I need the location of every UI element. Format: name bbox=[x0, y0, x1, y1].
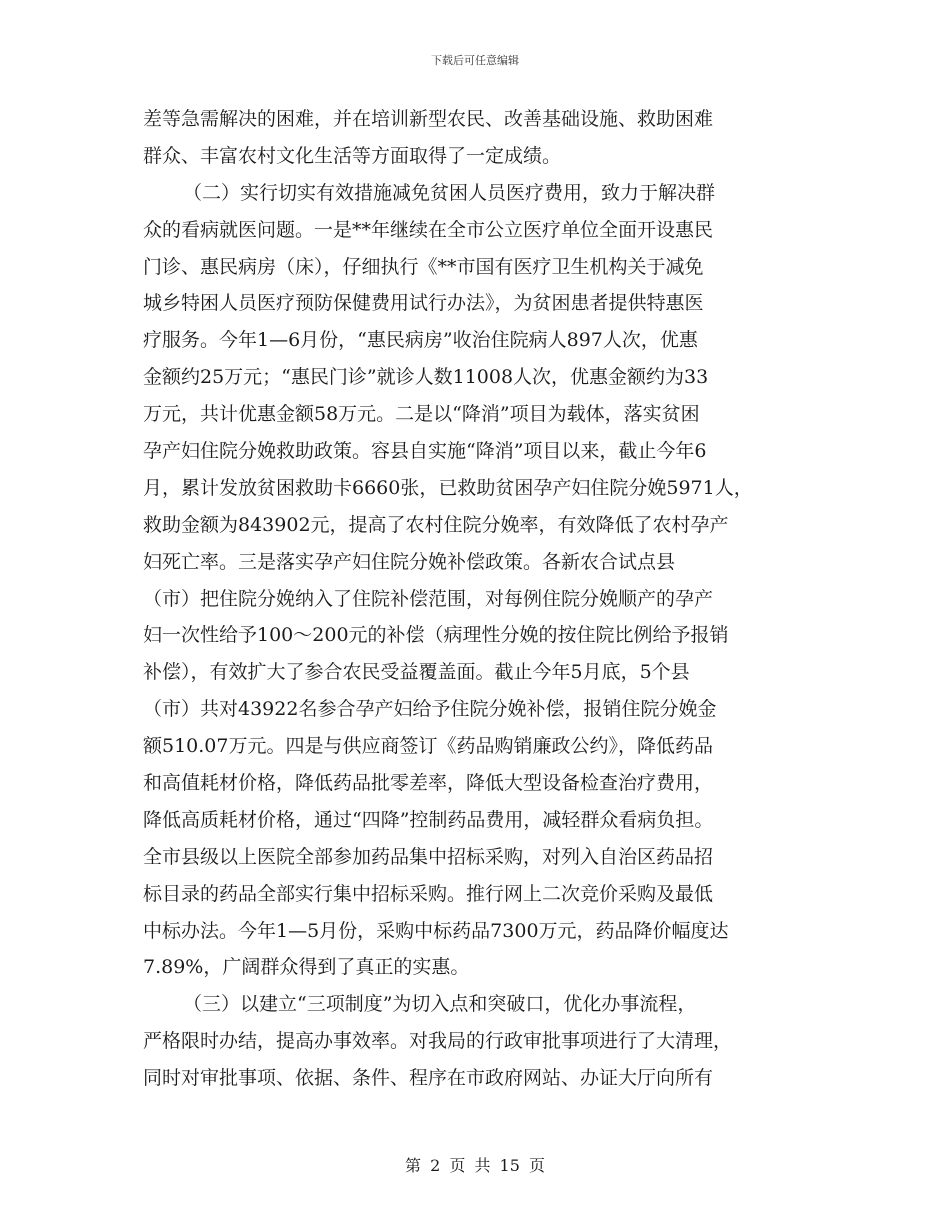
text-line: 众的看病就医问题。一是**年继续在全市公立医疗单位全面开设惠民 bbox=[143, 218, 714, 241]
header-note: 下载后可任意编辑 bbox=[431, 54, 519, 67]
text-line: 同时对审批事项、依据、条件、程序在市政府网站、办证大厅向所有 bbox=[143, 1067, 714, 1090]
page-number-footer: 第 2 页 共 15 页 bbox=[405, 1156, 545, 1175]
text-line: 救助金额为843902元，提高了农村住院分娩率，有效降低了农村孕产 bbox=[143, 513, 729, 536]
text-line: 月，累计发放贫困救助卡6660张，已救助贫困孕产妇住院分娩5971人， bbox=[143, 476, 753, 499]
text-line: 和高值耗材价格，降低药品批零差率，降低大型设备检查治疗费用， bbox=[143, 772, 714, 795]
text-line: 金额约25万元；“惠民门诊”就诊人数11008人次，优惠金额约为33 bbox=[143, 366, 709, 389]
text-line: 中标办法。今年1—5月份，采购中标药品7300万元，药品降价幅度达 bbox=[143, 919, 729, 942]
text-line: 全市县级以上医院全部参加药品集中招标采购，对列入自治区药品招 bbox=[143, 845, 714, 868]
text-line: 城乡特困人员医疗预防保健费用试行办法》，为贫困患者提供特惠医 bbox=[143, 292, 704, 315]
text-line: 万元，共计优惠金额58万元。二是以“降消”项目为载体，落实贫困 bbox=[143, 403, 700, 426]
text-line: 妇死亡率。三是落实孕产妇住院分娩补偿政策。各新农合试点县 bbox=[143, 550, 676, 573]
text-line: （三）以建立“三项制度”为切入点和突破口，优化办事流程， bbox=[183, 993, 697, 1016]
text-line: 群众、丰富农村文化生活等方面取得了一定成绩。 bbox=[143, 144, 562, 167]
document-body bbox=[143, 101, 805, 1097]
text-line: 额510.07万元。四是与供应商签订《药品购销廉政公约》，降低药品 bbox=[143, 735, 713, 758]
text-line: 孕产妇住院分娩救助政策。容县自实施“降消”项目以来，截止今年6 bbox=[143, 440, 707, 463]
text-line: 疗服务。今年1—6月份，“惠民病房”收治住院病人897人次，优惠 bbox=[143, 329, 698, 352]
text-line: 7.89%，广阔群众得到了真正的实惠。 bbox=[143, 956, 470, 979]
text-line: （市）共对43922名参合孕产妇给予住院分娩补偿，报销住院分娩金 bbox=[143, 698, 717, 721]
text-line: 差等急需解决的困难，并在培训新型农民、改善基础设施、救助困难 bbox=[143, 108, 714, 130]
text-line: 降低高质耗材价格，通过“四降”控制药品费用，减轻群众看病负担。 bbox=[143, 808, 714, 831]
text-line: 标目录的药品全部实行集中招标采购。推行网上二次竞价采购及最低 bbox=[143, 882, 714, 905]
text-line: 补偿），有效扩大了参合农民受益覆盖面。截止今年5月底，5个县 bbox=[143, 661, 690, 684]
text-line: 严格限时办结，提高办事效率。对我局的行政审批事项进行了大清理， bbox=[143, 1030, 733, 1053]
text-line: 妇一次性给予100～200元的补偿（病理性分娩的按住院比例给予报销 bbox=[143, 624, 729, 647]
text-line: 门诊、惠民病房（床），仔细执行《**市国有医疗卫生机构关于减免 bbox=[143, 255, 704, 278]
text-line: （市）把住院分娩纳入了住院补偿范围，对每例住院分娩顺产的孕产 bbox=[143, 587, 714, 610]
text-line: （二）实行切实有效措施减免贫困人员医疗费用，致力于解决群 bbox=[183, 181, 716, 204]
